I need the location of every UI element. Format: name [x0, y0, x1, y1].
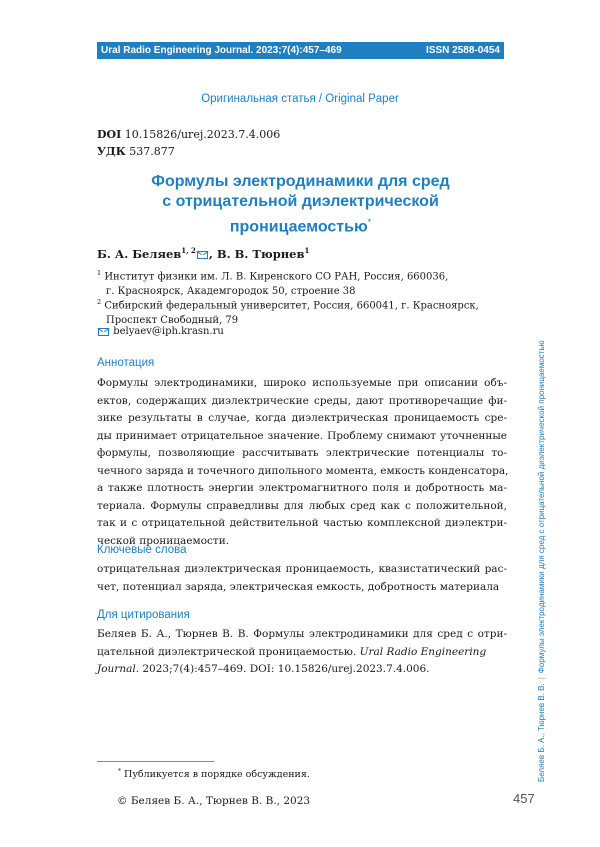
author-1: Б. А. Беляев [97, 247, 181, 261]
journal-header-bar [97, 42, 504, 59]
abstract-heading: Аннотация [97, 357, 154, 369]
citation-text: Беляев Б. А., Тюрнев В. В. Формулы электродинамики для сред с отри- цательной диэлектрической проницаемостью. Ural Radio Engineering Journal. 2023;7(4):457–469. DOI: 10.15826/urej.2023.7.4.006. [97, 626, 507, 679]
author-2: В. В. Тюрнев [217, 247, 305, 261]
corresponding-email[interactable]: belyaev@iph.krasn.ru [97, 326, 224, 337]
authors: Б. А. Беляев1, 2 , В. В. Тюрнев1 [97, 246, 309, 261]
affiliation-2: 2 Сибирский федеральный университет, Россия, 660041, г. Красноярск, Проспект Свободный, 79 [97, 295, 507, 328]
running-head: Беляев Б. А., Тюрнев В. В.|Формулы электродинамики для сред с отрицательной диэлектрической проницаемостью [537, 302, 550, 782]
footnote-divider [97, 761, 214, 762]
doi-value: 10.15826/urej.2023.7.4.006 [125, 128, 280, 141]
journal-citation: Ural Radio Engineering Journal. 2023;7(4):457–469 [101, 45, 342, 56]
identifiers [97, 126, 280, 160]
page-number: 457 [513, 791, 535, 806]
article-type: Оригинальная статья / Original Paper [0, 93, 600, 105]
issn: ISSN 2588-0454 [426, 45, 500, 56]
keywords-text: отрицательная диэлектрическая проницаемость, квазистатический рас- чет, потенциал заряда, электрическая емкость, добротность материала [97, 561, 507, 596]
mail-icon [197, 251, 208, 259]
copyright: © Беляев Б. А., Тюрнев В. В., 2023 [117, 795, 310, 807]
mail-icon [98, 328, 109, 336]
footnote: * Публикуется в порядке обсуждения. [118, 768, 310, 780]
title-footnote-mark: * [368, 217, 372, 227]
citation-heading: Для цитирования [97, 609, 190, 621]
doi-line: DOI 10.15826/urej.2023.7.4.006 [97, 126, 280, 143]
keywords-heading: Ключевые слова [97, 544, 187, 556]
article-title: Формулы электродинамики для сред с отрицательной диэлектрической проницаемостью* [97, 172, 504, 237]
abstract-text: Формулы электродинамики, широко используемые при описании объ- ектов, содержащих диэлектрические среды, дают противоречащие фи- зике результаты в случае, когда диэлектрическая проницаемость сре- ды принимает отрицательное значение. Проблему снимают уточненные формулы, позволяющие рассчитывать электрические потенциалы то- чечного заряда и точечного дипольного момента, емкость конденсатора, а также плотность энергии электромагнитного поля и добротность ма- териала. Формулы справедливы для любых сред как с положительной, так и с отрицательной действительной частью комплексной диэлектри- ческой проницаемости. [97, 375, 507, 550]
udk-line: УДК 537.877 [97, 143, 280, 160]
udk-value: 537.877 [129, 145, 175, 158]
affiliation-1: 1 Институт физики им. Л. В. Киренского СО РАН, Россия, 660036, г. Красноярск, Академгородок 50, строение 38 [97, 266, 507, 299]
